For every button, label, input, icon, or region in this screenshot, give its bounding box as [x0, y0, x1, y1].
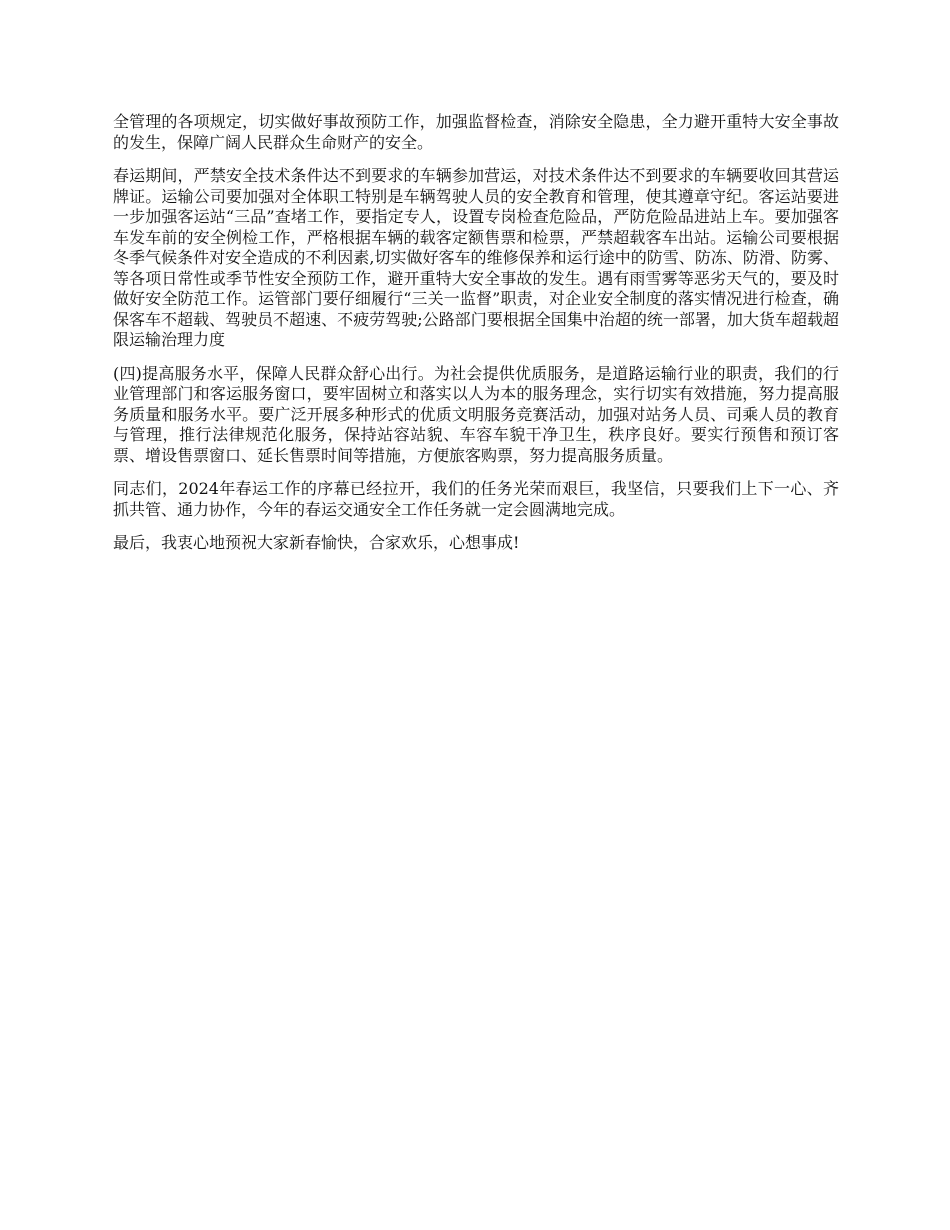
- paragraph-service-level: (四)提高服务水平，保障人民群众舒心出行。为社会提供优质服务，是道路运输行业的职责，我们的行业管理部门和客运服务窗口，要牢固树立和落实以人为本的服务理念，实行切实有效措施，努力提高服务质量和服务水平。要广泛开展多种形式的优质文明服务竞赛活动，加强对站务人员、司乘人员的教育与管理，推行法律规范化服务，保持站容站貌、车容车貌干净卫生，秩序良好。要实行预售和预订客票、增设售票窗口、延长售票时间等措施，方便旅客购票，努力提高服务质量。: [113, 363, 839, 465]
- paragraph-safety-rules: 全管理的各项规定，切实做好事故预防工作，加强监督检查，消除安全隐患，全力避开重特大安全事故的发生，保障广阔人民群众生命财产的安全。: [113, 112, 839, 152]
- paragraph-closing-wishes: 最后，我衷心地预祝大家新春愉快，合家欢乐，心想事成!: [113, 533, 520, 552]
- paragraph-comrades: 同志们，2024年春运工作的序幕已经拉开，我们的任务光荣而艰巨，我坚信，只要我们上下一心、齐抓共管、通力协作，今年的春运交通安全工作任务就一定会圆满地完成。: [113, 479, 839, 519]
- document-body: [113, 112, 839, 567]
- paragraph-vehicle-safety: 春运期间，严禁安全技术条件达不到要求的车辆参加营运，对技术条件达不到要求的车辆要收回其营运牌证。运输公司要加强对全体职工特别是车辆驾驶人员的安全教育和管理，使其遵章守纪。客运站要进一步加强客运站“三品”查堵工作，要指定专人，设置专岗检查危险品，严防危险品进站上车。要加强客车发车前的安全例检工作，严格根据车辆的载客定额售票和检票，严禁超载客车出站。运输公司要根据冬季气候条件对安全造成的不利因素,切实做好客车的维修保养和运行途中的防雪、防冻、防滑、防雾、等各项日常性或季节性安全预防工作，避开重特大安全事故的发生。遇有雨雪雾等恶劣天气的，要及时做好安全防范工作。运管部门要仔细履行“三关一监督”职责，对企业安全制度的落实情况进行检查，确保客车不超载、驾驶员不超速、不疲劳驾驶;公路部门要根据全国集中治超的统一部署，加大货车超载超限运输治理力度: [113, 166, 839, 349]
